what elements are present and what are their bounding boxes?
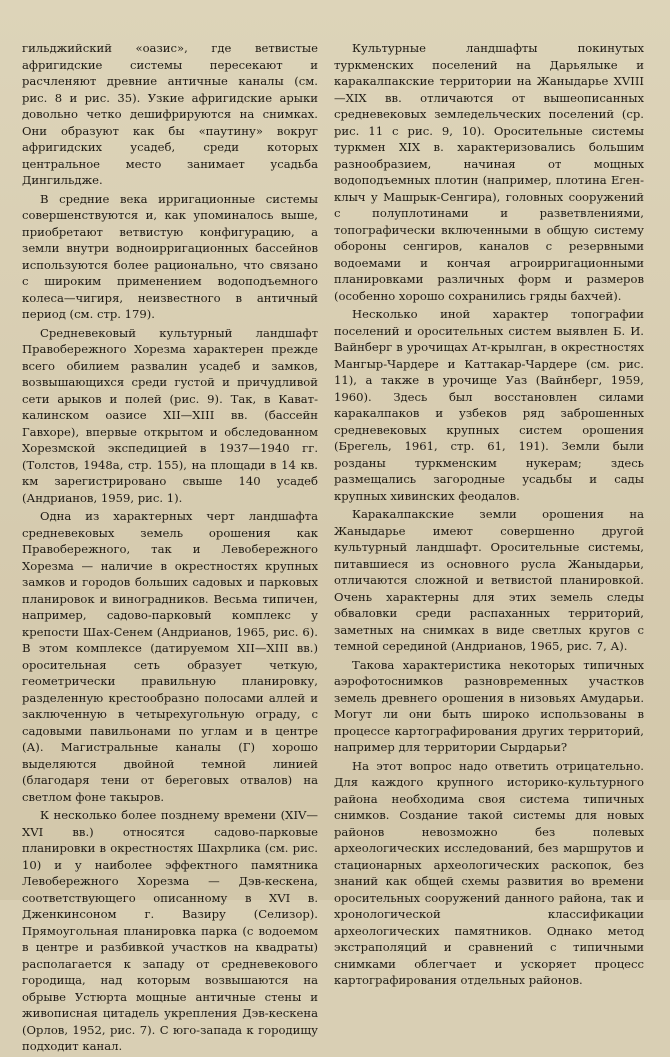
right-column [334,40,644,991]
paragraph: В средние века ирригационные системы совершенствуются и, как упоминалось выше, приобретают ветвистую конфигурацию, а земли внутри водноирригационных бассейнов используются более рационально, что связано с широким применением водоподъемного колеса—чигиря, неизвестного в античный период (см. стр. 179). [22,191,318,321]
paragraph: На этот вопрос надо ответить отрицательно. Для каждого крупного историко-культурного района необходима своя система типичных снимков. Создание такой системы для новых районов невозможно без полевых археологических исследований, без маршрутов и стационарных археологических раскопок, без знаний как общей схемы развития во времени оросительных сооружений данного района, так и хронологической классификации археологических памятников. Однако метод экстраполяций и сравнений с типичными снимками облегчает и ускоряет процесс картографирования отдельных районов. [334,758,644,987]
paragraph: Такова характеристика некоторых типичных аэрофотоснимков разновременных участков земель древнего орошения в низовьях Амударьи. Могут ли они быть широко использованы в процессе картографирования других территорий, например для территории Сырдарьи? [334,657,644,754]
paragraph: К несколько более позднему времени (XIV—XVI вв.) относятся садово-парковые планировки в окрестностях Шахрлика (см. рис. 10) и у наиболее эффектного памятника Левобережного Хорезма — Дэв-кескена, соответствующего описанному в XVI в. Дженкинсоном г. Вазиру (Селизор). Прямоугольная планировка парка (с водоемом в центре и разбивкой участков на квадраты) располагается к западу от средневекового городища, над которым возвышаются на обрыве Устюрта мощные античные стены и живописная цитадель укрепления Дэв-кескена (Орлов, 1952, рис. 7). С юго-запада к городищу подходит канал. [22,808,318,1053]
left-column [22,40,318,1057]
paragraph: Культурные ландшафты покинутых туркменских поселений на Дарьялыке и каракалпакские территории на Жаныдарье XVIII—XIX вв. отличаются от вышеописанных средневековых земледельческих поселений (ср. рис. 11 с рис. 9, 10). Оросительные системы туркмен XIX в. характеризовались большим разнообразием, начиная от мощных водоподъемных плотин (например, плотина Еген-клыч у Машрык-Сенгира), головных сооружений с полуплотинами и разветвлениями, топографически включенными в общую систему обороны сенгиров, каналов с резервными водоемами и кончая агроирригационными планировками различных форм и размеров (особенно хорошо сохранились гряды бахчей). [334,41,644,303]
paragraph: Несколько иной характер топографии поселений и оросительных систем выявлен Б. И. Вайнберг в урочищах Ат-крылган, в окрестностях Мангыр-Чардере и Каттакар-Чардере (см. рис. 11), а также в урочище Уаз (Вайнберг, 1959, 1960). Здесь был восстановлен силами каракалпаков и узбеков ряд заброшенных средневековых крупных систем орошения (Брегель, 1961, стр. 61, 191). Земли были розданы туркменским нукерам; здесь размещались загородные усадьбы и сады крупных хивинских феодалов. [334,307,644,503]
paragraph: Средневековый культурный ландшафт Правобережного Хорезма характерен прежде всего обилием развалин усадеб и замков, возвышающихся среди густой и причудливой сети арыков и полей (рис. 9). Так, в Кават-калинском оазисе XII—XIII вв. (бассейн Гавхоре), впервые открытом и обследованном Хорезмской экспедицией в 1937—1940 гг. (Толстов, 1948а, стр. 155), на площади в 14 кв. км зарегистрировано свыше 140 усадеб (Андрианов, 1959, рис. 1). [22,325,318,505]
paragraph: Одна из характерных черт ландшафта средневековых земель орошения как Правобережного, так и Левобережного Хорезма — наличие в окрестностях крупных замков и городов больших садовых и парковых планировок и виноградников. Весьма типичен, например, садово-парковый комплекс у крепости Шах-Сенем (Андрианов, 1965, рис. 6). В этом комплексе (датируемом XII—XIII вв.) оросительная сеть образует четкую, геометрически правильную планировку, разделенную крестообразно полосами аллей и заключенную в четырехугольную ограду, с садовыми павильонами по углам и в центре (А). Магистральные каналы (Г) хорошо выделяются двойной темной линией (благодаря тени от береговых отвалов) на светлом фоне такыров. [22,509,318,804]
paragraph: гильджийский «оазис», где ветвистые афригидские системы пересекают и расчленяют древние античные каналы (см. рис. 8 и рис. 35). Узкие афригидские арыки довольно четко дешифрируются на снимках. Они образуют как бы «паутину» вокруг афригидских усадеб, среди которых центральное место занимает усадьба Дингильдже. [22,41,318,187]
paragraph: Каракалпакские земли орошения на Жаныдарье имеют совершенно другой культурный ландшафт. Оросительные системы, питавшиеся из основного русла Жаныдарьи, отличаются сложной и ветвистой планировкой. Очень характерны для этих земель следы обваловки среди распаханных территорий, заметных на снимках в виде светлых кругов с темной серединой (Андрианов, 1965, рис. 7, А). [334,507,644,653]
